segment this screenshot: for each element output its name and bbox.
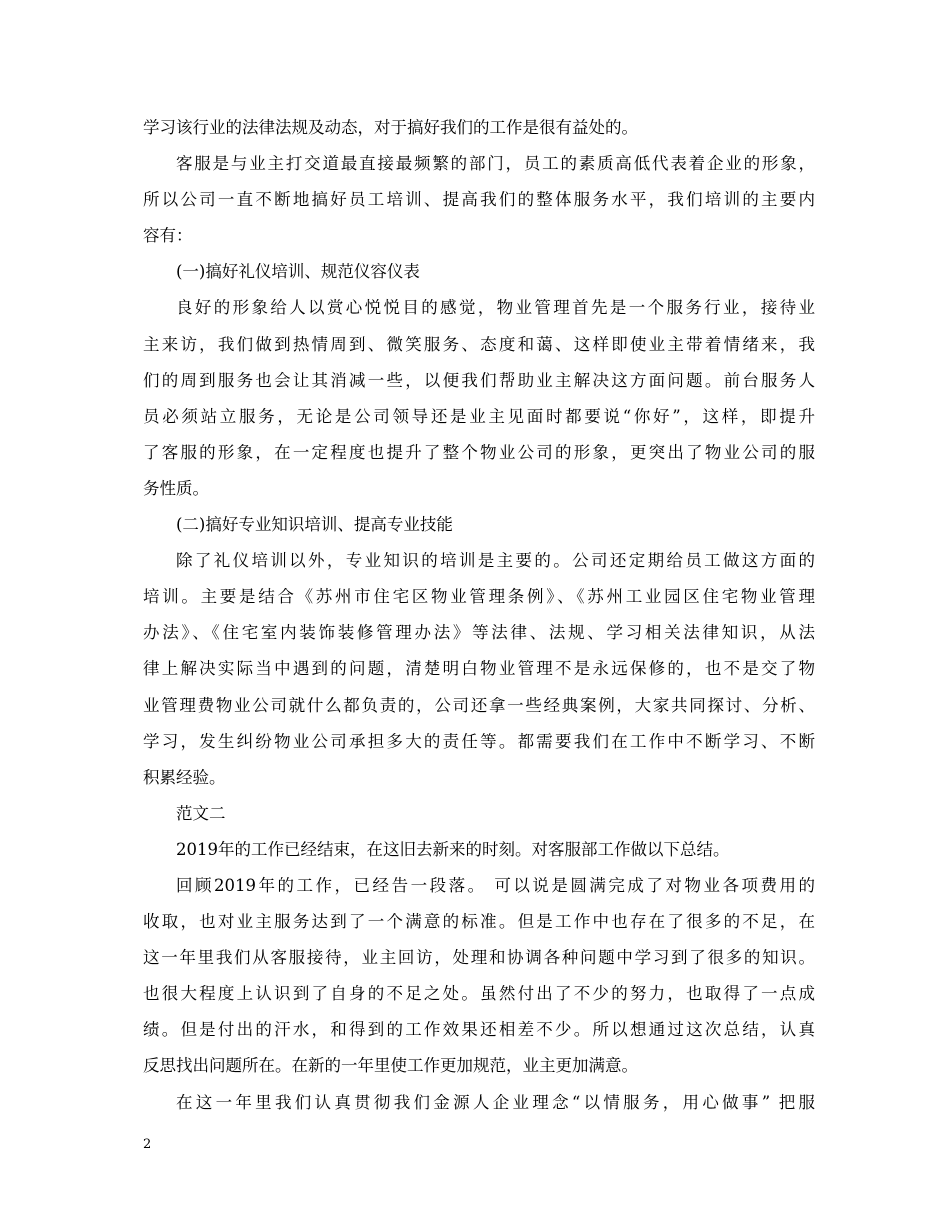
- text-line: 业管理费物业公司就什么都负责的，公司还拿一些经典案例，大家共同探讨、分析、: [143, 695, 815, 715]
- text-line: 所以公司一直不断地搞好员工培训、提高我们的整体服务水平，我们培训的主要内: [143, 190, 815, 210]
- page-number: 2: [143, 1137, 152, 1152]
- text-line: 员必须站立服务，无论是公司领导还是业主见面时都要说“你好”，这样，即提升: [143, 406, 815, 426]
- text-line: 范文二: [176, 803, 226, 823]
- text-line: 积累经验。: [143, 767, 226, 787]
- text-line: 收取，也对业主服务达到了一个满意的标准。但是工作中也存在了很多的不足，在: [143, 912, 815, 932]
- text-line: 除了礼仪培训以外，专业知识的培训是主要的。公司还定期给员工做这方面的: [176, 551, 815, 571]
- text-line: 律上解决实际当中遇到的问题，清楚明白物业管理不是永远保修的，也不是交了物: [143, 659, 815, 679]
- text-line: 客服是与业主打交道最直接最频繁的部门，员工的素质高低代表着企业的形象，: [176, 154, 815, 174]
- text-line: (二)搞好专业知识培训、提高专业技能: [176, 515, 453, 535]
- text-line: 们的周到服务也会让其消减一些，以便我们帮助业主解决这方面问题。前台服务人: [143, 370, 815, 390]
- text-line: 在这一年里我们认真贯彻我们金源人企业理念“以情服务，用心做事” 把服: [176, 1092, 815, 1112]
- text-line: 2019年的工作已经结束，在这旧去新来的时刻。对客服部工作做以下总结。: [176, 839, 730, 859]
- text-line: 培训。主要是结合《苏州市住宅区物业管理条例》、《苏州工业园区住宅物业管理: [143, 587, 815, 607]
- text-line: 绩。但是付出的汗水，和得到的工作效果还相差不少。所以想通过这次总结，认真: [143, 1020, 815, 1040]
- text-line: 务性质。: [143, 478, 209, 498]
- text-line: 这一年里我们从客服接待，业主回访，处理和协调各种问题中学习到了很多的知识。: [143, 948, 815, 968]
- text-line: 学习，发生纠纷物业公司承担多大的责任等。都需要我们在工作中不断学习、不断: [143, 731, 815, 751]
- text-line: 容有：: [143, 226, 193, 246]
- text-line: 回顾2019年的工作，已经告一段落。 可以说是圆满完成了对物业各项费用的: [176, 875, 815, 895]
- text-line: 主来访，我们做到热情周到、微笑服务、态度和蔼、这样即使业主带着情绪来，我: [143, 334, 815, 354]
- text-line: 也很大程度上认识到了自身的不足之处。虽然付出了不少的努力，也取得了一点成: [143, 984, 815, 1004]
- text-line: 良好的形象给人以赏心悦悦目的感觉，物业管理首先是一个服务行业，接待业: [176, 298, 815, 318]
- document-body: [143, 110, 815, 1121]
- text-line: 了客服的形象，在一定程度也提升了整个物业公司的形象，更突出了物业公司的服: [143, 442, 815, 462]
- text-line: (一)搞好礼仪培训、规范仪容仪表: [176, 262, 420, 282]
- text-line: 学习该行业的法律法规及动态，对于搞好我们的工作是很有益处的。: [143, 118, 638, 137]
- text-line: 反思找出问题所在。在新的一年里使工作更加规范，业主更加满意。: [143, 1056, 638, 1076]
- text-line: 办法》、《住宅室内装饰装修管理办法》等法律、法规、学习相关法律知识，从法: [143, 623, 815, 643]
